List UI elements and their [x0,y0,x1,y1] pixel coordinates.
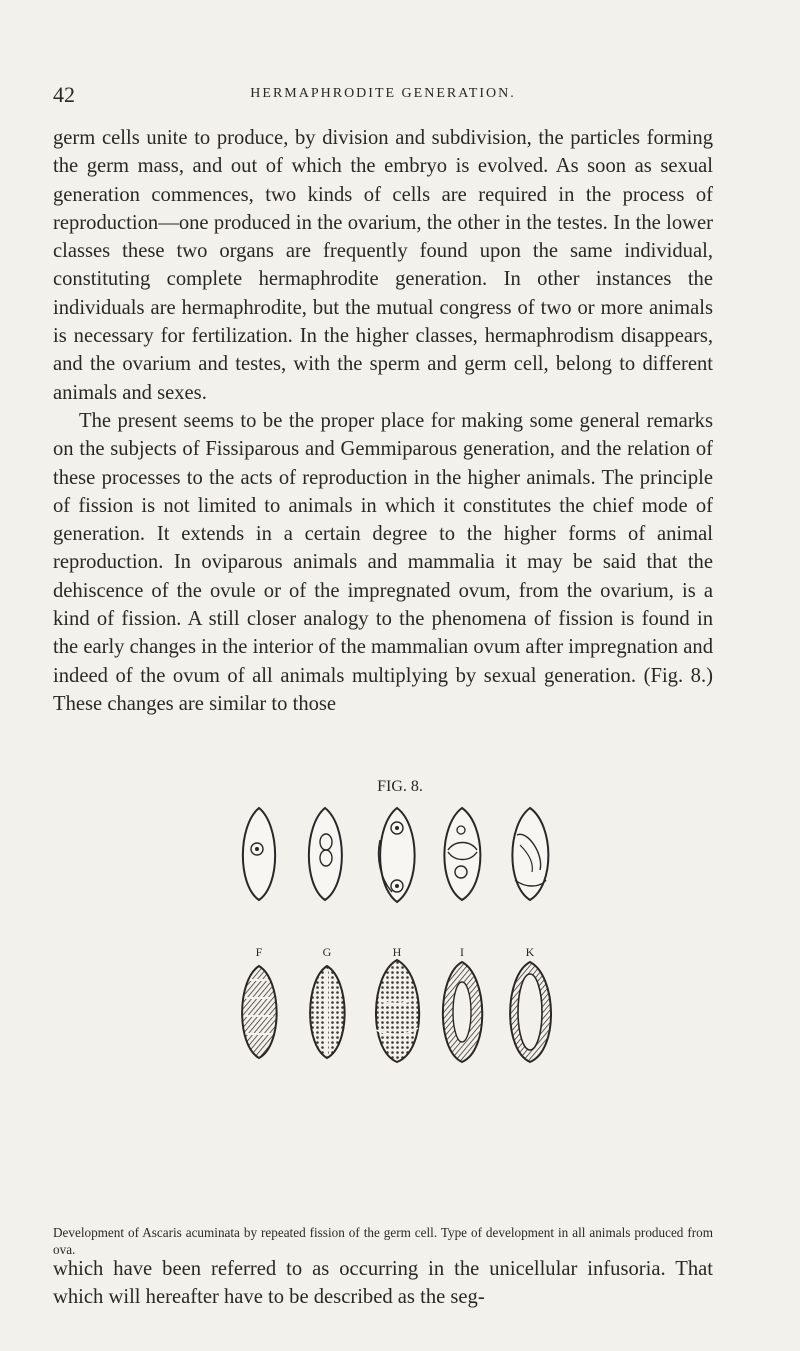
ovum-i [443,962,482,1062]
ovum-d [444,808,480,900]
ovum-b [309,808,342,900]
ovum-a [243,808,275,900]
ovum-k [510,962,551,1062]
page-number: 42 [53,82,75,107]
page-header [53,82,713,112]
label-k: K [525,945,535,959]
ovum-h [376,960,419,1062]
paragraph-3: which have been referred to as occurring in the unicellular infusoria. That which will hereafter have to be described as the seg- [53,1258,713,1309]
ovum-e [512,808,548,900]
figure-title: FIG. 8. [377,778,423,795]
ovum-c [379,808,415,902]
label-g: G [322,945,332,959]
label-h: H [392,945,402,959]
ovum-f [242,966,277,1058]
running-head: HERMAPHRODITE GENERATION. [250,86,516,101]
continuation-text [53,1255,713,1312]
label-i: I [460,945,464,959]
paragraph-2: The present seems to be the proper place for making some general remarks on the subjects of Fissiparous and Gemmiparous generation, and the relation of these processes to the acts of reproduction in the higher animals. The principle of fission is not limited to animals in which it constitutes the chief mode of generation. It extends in a certain degree to the higher forms of animal reproduction. In oviparous animals and mammalia it may be said that the dehiscence of the ovule or of the impregnated ovum, from the ovarium, is a kind of fission. A still closer analogy to the phenomena of fission is found in the early changes in the interior of the mammalian ovum after impregnation and indeed of the ovum of all animals multiplying by sexual generation. (Fig. 8.) These changes are similar to those [53,409,713,715]
paragraph-1: germ cells unite to produce, by division and subdivision, the particles forming the germ mass, and out of which the embryo is evolved. As soon as sexual generation commences, two kinds of cells are required in the process of reproduction—one produced in the ovarium, the other in the testes. In the lower classes these two organs are frequently found upon the same individual, constituting complete hermaphrodite generation. In other instances the individuals are hermaphrodite, but the mutual congress of two or more animals is necessary for fertilization. In the higher classes, hermaphrodism disappears, and the ovarium and testes, with the sperm and germ cell, belong to different animals and sexes. [53,127,713,404]
body-text [53,124,713,718]
figure-drawing [0,800,800,1220]
figure-8 [0,800,800,1220]
figure-caption: Development of Ascaris acuminata by repeated fission of the germ cell. Type of development in all animals produced from ova. [53,1225,713,1257]
label-f: F [255,945,263,959]
ovum-g [310,966,345,1058]
